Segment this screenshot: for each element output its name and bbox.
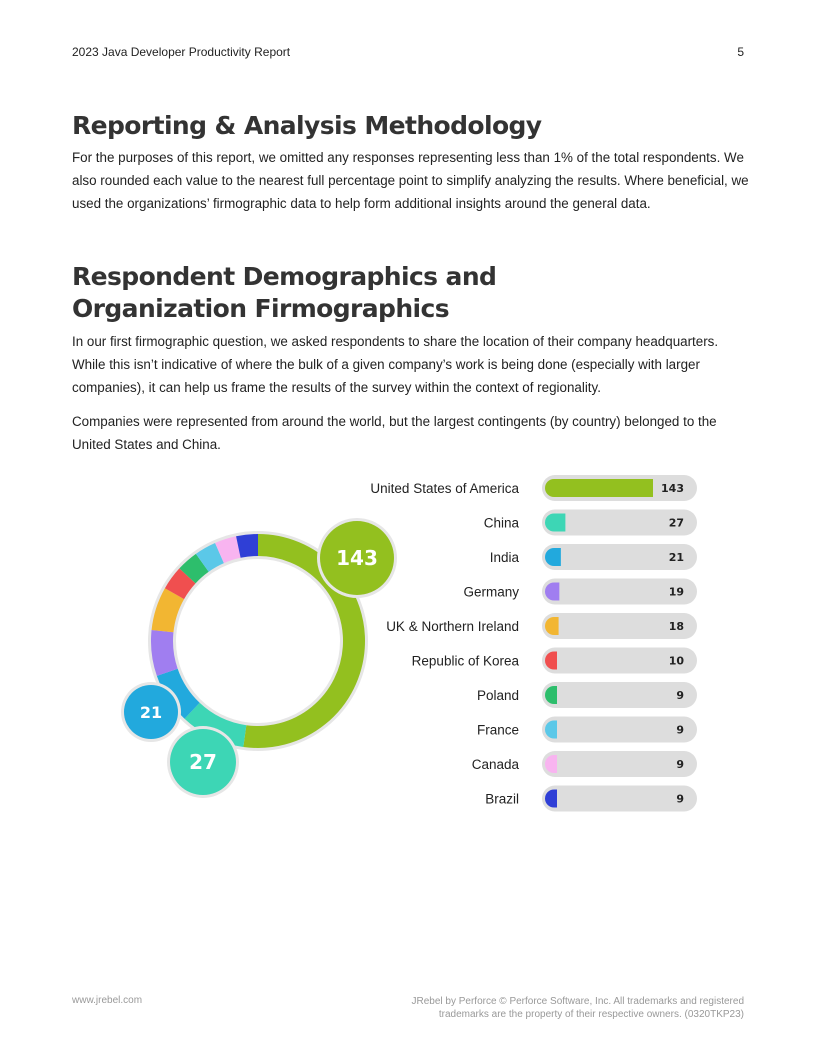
donut-segment-poland — [187, 563, 202, 576]
footer-legal — [404, 995, 744, 1021]
bar-united-states-of-america — [545, 479, 653, 497]
donut-callout-india-value: 21 — [139, 703, 163, 722]
bar-track-canada — [542, 751, 697, 777]
bar-value-republic-of-korea: 10 — [668, 654, 684, 668]
bar-track-france — [542, 717, 697, 743]
bar-value-uk-northern-ireland: 18 — [668, 620, 684, 633]
bar-label-poland: Poland — [476, 688, 519, 703]
bar-track-brazil — [542, 786, 697, 812]
demographics-paragraph-2: Companies were represented from around the world, but the largest contingents (by country) belonged to the United States and China. — [72, 414, 717, 452]
donut-segment-uk-northern-ireland — [163, 594, 175, 631]
bar-value-brazil: 9 — [676, 792, 684, 806]
donut-segment-france — [202, 553, 219, 563]
methodology-heading: Reporting & Analysis Methodology — [72, 111, 542, 140]
page-number: 5 — [737, 45, 744, 59]
donut-segment-canada — [219, 547, 238, 553]
bar-value-united-states-of-america: 143 — [661, 482, 684, 495]
donut-callout-china-value: 27 — [189, 750, 217, 774]
bar-label-canada: Canada — [471, 757, 519, 772]
demographics-paragraph-1: In our first firmographic question, we asked respondents to share the location of their company headquarters. While this isn’t indicative of where the bulk of a given company’s work is being done (especially with larger companies), it can help us frame the results of the survey within the context of regionality. — [72, 334, 719, 395]
bar-chart — [370, 475, 697, 812]
demographics-heading — [72, 261, 592, 325]
headquarters-chart — [0, 460, 816, 840]
bar-label-india: India — [489, 550, 519, 565]
bar-label-germany: Germany — [463, 584, 519, 600]
report-header-title: 2023 Java Developer Productivity Report — [72, 45, 291, 59]
bar-value-india: 21 — [668, 551, 684, 564]
donut-segment-republic-of-korea — [174, 576, 187, 594]
footer-legal-line2: trademarks are the property of their respective owners. (0320TKP23) — [438, 1009, 744, 1020]
demographics-heading-line1: Respondent Demographics and — [72, 262, 497, 291]
donut-chart — [121, 518, 397, 798]
footer-legal-line1: JRebel by Perforce © Perforce Software, Inc. All trademarks and registered — [411, 996, 744, 1007]
bar-label-republic-of-korea: Republic of Korea — [411, 653, 519, 669]
bar-value-germany: 19 — [668, 585, 684, 599]
bar-track-poland — [542, 682, 697, 708]
bar-label-brazil: Brazil — [485, 791, 519, 807]
donut-segment-germany — [162, 631, 167, 672]
bar-label-uk-northern-ireland: UK & Northern Ireland — [386, 619, 519, 634]
donut-segment-brazil — [238, 545, 258, 547]
bar-value-canada: 9 — [676, 758, 684, 771]
bar-value-poland: 9 — [676, 689, 684, 702]
bar-label-france: France — [476, 722, 519, 738]
bar-value-china: 27 — [668, 516, 684, 530]
bar-china — [545, 514, 565, 532]
methodology-paragraph: For the purposes of this report, we omitted any responses representing less than 1% of the total respondents. We also rounded each value to the nearest full percentage point to simplify analyzing the results. Where beneficial, we used the organizations’ firmographic data to help form additional insights around the general data. — [72, 150, 749, 211]
donut-callout-usa-value: 143 — [336, 546, 378, 570]
bar-value-france: 9 — [676, 723, 684, 737]
demographics-heading-line2: Organization Firmographics — [72, 294, 449, 323]
bar-label-united-states-of-america: United States of America — [370, 481, 519, 496]
bar-label-china: China — [483, 515, 519, 531]
footer-website: www.jrebel.com — [72, 995, 143, 1006]
